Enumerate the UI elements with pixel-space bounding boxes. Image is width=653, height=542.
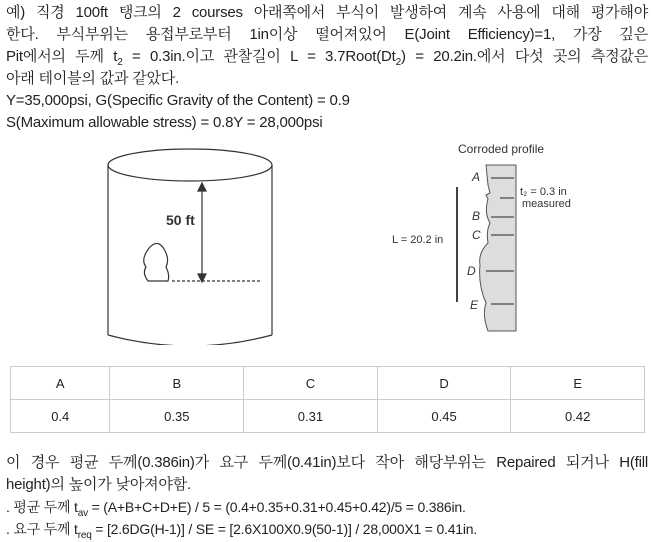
tank-height-label: 50 ft [166,212,195,228]
subscript: 2 [117,57,123,68]
corroded-profile-diagram [392,142,571,331]
text: . 평균 두께 t [6,499,78,515]
text: ) = 20.2in.에서 다섯 곳의 측정값은 [400,48,649,65]
header-cell: C [244,367,378,400]
header-cell: B [110,367,244,400]
table-row [11,400,645,433]
intro-line-6: S(Maximum allowable stress) = 0.8Y = 28,000psi [6,114,323,131]
conclusion-line-2: height)의 높이가 낮아져야함. [6,476,191,493]
intro-line-5: Y=35,000psi, G(Specific Gravity of the Content) = 0.9 [6,92,350,109]
text: = 0.3in.이고 관찰길이 L = 3.7Root(Dt [122,48,396,65]
header-cell: A [11,367,110,400]
profile-title: Corroded profile [458,142,545,156]
value-cell: 0.4 [11,400,110,433]
t2-label: t₂ = 0.3 in [520,186,567,198]
measurement-table [10,366,645,433]
point-B: B [472,209,481,223]
subscript: req [77,529,92,541]
text: = [2.6DG(H-1)] / SE = [2.6X100X0.9(50-1)] / 28,000X1 = 0.41in. [91,521,478,537]
table-header-row [11,367,645,400]
subscript: av [77,507,88,519]
header-cell: E [511,367,645,400]
point-D: D [467,264,476,278]
intro-line-2: 한다. 부식부위는 용접부로부터 1in이상 떨어져있어 E(Joint Efficiency)=1, 가장 깊은 [6,26,648,43]
intro-line-1: 예) 직경 100ft 탱크의 2 courses 아래쪽에서 부식이 발생하여 계속 사용에 대해 평가해야 [6,4,648,21]
text: Pit에서의 두께 t [6,48,118,65]
conclusion-line-1: 이 경우 평균 두께(0.386in)가 요구 두께(0.41in)보다 작아 해당부위는 Repaired 되거나 H(fill [6,454,648,471]
intro-line-3 [6,46,648,68]
header-cell: D [377,367,511,400]
length-label: L = 20.2 in [392,234,444,246]
point-C: C [472,228,481,242]
value-cell: 0.42 [511,400,645,433]
required-thickness-formula [6,518,648,540]
average-thickness-formula [6,496,648,518]
text: . 요구 두께 t [6,521,78,537]
value-cell: 0.35 [110,400,244,433]
value-cell: 0.31 [244,400,378,433]
text: = (A+B+C+D+E) / 5 = (0.4+0.35+0.31+0.45+0.42)/5 = 0.386in. [87,499,466,515]
intro-line-4: 아래 테이블의 값과 같았다. [6,70,180,87]
value-cell: 0.45 [377,400,511,433]
point-A: A [472,170,481,184]
tank-illustration [108,149,272,345]
subscript: 2 [395,57,401,68]
measured-label: measured [522,198,571,210]
point-E: E [470,298,479,312]
figure [0,135,653,345]
